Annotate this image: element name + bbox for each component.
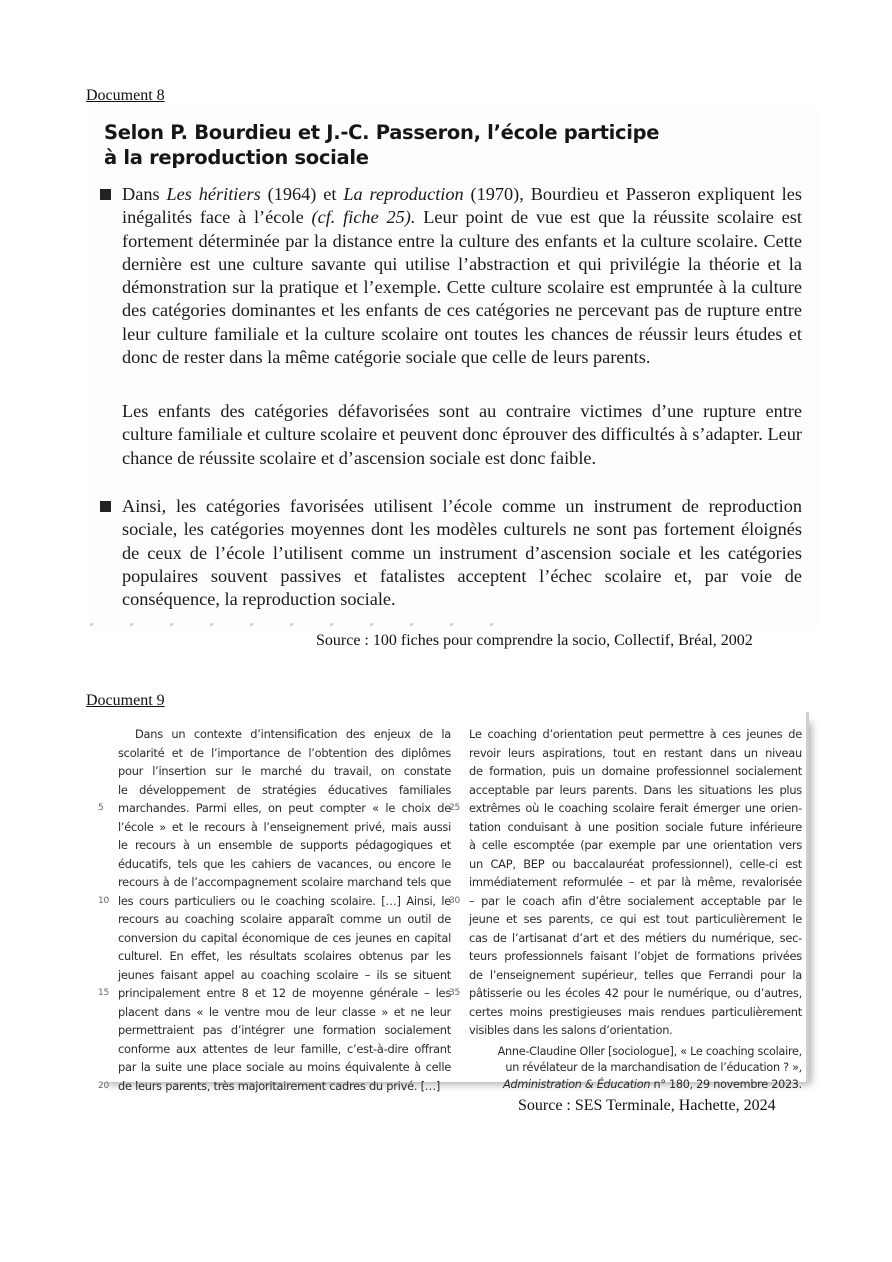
- line-text: pour l’insertion sur le marché du travail, on constate: [118, 764, 451, 778]
- line-text: éducatifs, tels que les cahiers de vacances, ou encore le: [118, 856, 451, 871]
- cross-reference: (cf. fiche 25).: [311, 207, 416, 228]
- text-line: [469, 873, 802, 892]
- citation-line-2: un révélateur de la marchandisation de l’éducation ? »,: [505, 1061, 802, 1074]
- line-number: 5: [98, 803, 104, 813]
- square-bullet-icon: [100, 501, 111, 512]
- document-8-excerpt: [90, 108, 820, 628]
- line-text: marchandes. Parmi elles, on peut compter « le choix de: [118, 801, 451, 815]
- text-line: [118, 910, 451, 929]
- line-number: 20: [98, 1080, 109, 1091]
- document-9-label: Document 9: [86, 692, 165, 709]
- line-text: recours à de l’accompagnement scolaire marchand tels que: [118, 875, 451, 889]
- paragraph-1: [122, 183, 802, 369]
- text-line: [118, 818, 451, 837]
- book-title-les-heritiers: Les héritiers: [166, 184, 261, 204]
- document-8-source: Source : 100 fiches pour comprendre la socio, Collectif, Bréal, 2002: [316, 632, 753, 649]
- text-line: [469, 1003, 802, 1022]
- text: Leur point de vue est que la réussite scolaire est fortement déterminée par la distance entre la culture des enfants et la culture scolaire. Cette dernière est une culture savante qui utilise l’abstraction et qui privilégie la théorie et la démonstration sur la pratique et l’exemple. Cette culture scolaire est empruntée à la culture des catégories dominantes et les enfants de ces catégories ne percevant pas de rupture entre leur culture familiale et la culture scolaire ont toutes les chances de réussir leurs études et donc de rester dans la même catégorie sociale que celle de leurs parents.: [122, 207, 802, 368]
- text-line: [449, 984, 802, 1003]
- line-text: par la suite une place sociale au moins équivalente à celle: [118, 1060, 451, 1074]
- paragraph-3: [122, 495, 802, 611]
- line-text: le recours à un ensemble de supports pédagogiques et: [118, 838, 451, 852]
- title-line-2: à la reproduction sociale: [104, 146, 369, 169]
- line-text: de l’enseignement supérieur, telles que Ferrandi pour la: [469, 967, 802, 982]
- book-title-la-reproduction: La reproduction: [343, 184, 464, 204]
- line-text: conforme aux attentes de leur famille, c’est-à-dire offrant: [118, 1041, 451, 1056]
- text-line: [469, 966, 802, 985]
- text-line: [469, 781, 802, 800]
- text-line: [118, 836, 451, 855]
- line-number: 10: [98, 895, 109, 906]
- text: Ainsi, les catégories favorisées utilisent l’école comme un instrument de reproduction sociale, les catégories moyennes dont les modèles culturels ne sont pas fortement éloignés de ceux de l’école l’utilisent comme un instrument d’ascension sociale et les catégories populaires souvent passives et fatalistes acceptent l’échec scolaire et, par voie de conséquence, la reproduction sociale.: [122, 496, 802, 610]
- text-line: [118, 1021, 451, 1040]
- text-line: [118, 873, 451, 892]
- text-line: [469, 910, 802, 929]
- left-column: [98, 725, 451, 1095]
- line-number: 30: [449, 895, 460, 906]
- text-line: [469, 947, 802, 966]
- scan-artifact: [90, 623, 510, 626]
- line-number: 35: [449, 988, 460, 998]
- text-line: [469, 744, 802, 763]
- text-line: [118, 966, 451, 985]
- line-text: scolarité et de l’importance de l’obtention des diplômes: [118, 745, 451, 760]
- line-number: 15: [98, 988, 109, 998]
- text-line: [469, 836, 802, 855]
- journal-title: Administration & Éducation: [503, 1077, 651, 1091]
- text-line: [118, 1040, 451, 1059]
- line-text: Dans un contexte d’intensification des enjeux de la: [135, 727, 451, 741]
- text-line: [469, 762, 802, 781]
- citation-details: n° 180, 29 novembre 2023.: [650, 1077, 802, 1091]
- line-text: jeunes faisant appel au coaching scolaire – ils se situent: [118, 967, 451, 982]
- text-line: [98, 799, 451, 818]
- document-8-label: Document 8: [86, 87, 165, 104]
- text-line: [469, 855, 802, 874]
- line-text: tation conduisant à une position sociale future inférieure: [469, 819, 802, 834]
- line-text: extrêmes où le coaching scolaire ferait émerger une orien-: [469, 801, 802, 815]
- text-line: [118, 744, 451, 763]
- line-text: principalement entre 8 et 12 de moyenne générale – les: [118, 986, 451, 1000]
- paragraph-2: Les enfants des catégories défavorisées sont au contraire victimes d’une rupture entre culture familiale et culture scolaire et peuvent donc éprouver des difficultés à s’adapter. Leur chance de réussite scolaire et d’ascension sociale est donc faible.: [122, 401, 802, 468]
- line-text: l’école » et le recours à l’enseignement privé, mais aussi: [118, 819, 451, 834]
- line-text: le développement de stratégies éducatives familiales: [118, 782, 451, 797]
- line-text: culturel. En effet, les résultats scolaires obtenus par les: [118, 949, 451, 963]
- document-8-title: [104, 120, 744, 170]
- line-text: certes moins prestigieuses mais rendues particulièrement: [469, 1004, 802, 1019]
- line-text: permettraient pas d’intégrer une formation socialement: [118, 1023, 451, 1037]
- square-bullet-icon: [100, 189, 111, 200]
- text-line: [469, 818, 802, 837]
- line-text: de formation, puis un domaine professionnel socialement: [469, 764, 802, 778]
- text-line: [98, 984, 451, 1003]
- line-text: acceptable par leurs parents. Dans les situations les plus: [469, 782, 802, 797]
- document-9-source: Source : SES Terminale, Hachette, 2024: [518, 1097, 776, 1114]
- citation: [469, 1044, 802, 1094]
- line-text: immédiatement reformulée – et par là même, revalorisée: [469, 875, 802, 889]
- text-line: [449, 892, 802, 911]
- text-line: [449, 799, 802, 818]
- line-text: un CAP, BEP ou baccalauréat professionnel), celle-ci est: [469, 856, 802, 871]
- text-line: [118, 781, 451, 800]
- text: Dans: [122, 184, 167, 204]
- text-line: [98, 1077, 451, 1096]
- text-line: [469, 929, 802, 948]
- document-9-excerpt: [96, 712, 809, 1093]
- line-text: pâtisserie ou les écoles 42 pour le numérique, ou d’autres,: [469, 986, 802, 1000]
- text-line: [469, 1021, 802, 1040]
- citation-line-3: [469, 1077, 802, 1094]
- line-text: de leurs parents, très majoritairement cadres du privé. […]: [118, 1078, 441, 1093]
- line-text: conversion du capital économique de ces jeunes en capital: [118, 930, 451, 945]
- text-line: [118, 947, 451, 966]
- text-line: [118, 725, 451, 744]
- line-text: Le coaching d’orientation peut permettre à ces jeunes de: [469, 727, 802, 741]
- line-text: les cours particuliers ou le coaching scolaire. […] Ainsi, le: [118, 893, 451, 908]
- text-line: [118, 762, 451, 781]
- line-text: revoir leurs aspirations, tout en restant dans un niveau: [469, 745, 802, 760]
- line-text: jeune et ses parents, ce qui est tout particulièrement le: [469, 912, 802, 926]
- citation-line-1: Anne-Claudine Oller [sociologue], « Le coaching scolaire,: [497, 1044, 802, 1058]
- text-line: [469, 725, 802, 744]
- line-number: 25: [449, 803, 460, 813]
- text: (1970), Bourdieu et Passeron expliquent les inégalités face à l’école: [122, 184, 802, 228]
- text-line: [118, 929, 451, 948]
- line-text: – par le coach afin d’être socialement acceptable par le: [469, 893, 802, 908]
- line-text: visibles dans les salons d’orientation.: [469, 1023, 673, 1037]
- text-line: [118, 1058, 451, 1077]
- right-column: [449, 725, 802, 1093]
- line-text: placent dans « le ventre mou de leur classe » et ne leur: [118, 1004, 451, 1019]
- line-text: cas de l’artisanat d’art et des métiers du numérique, sec-: [469, 930, 802, 945]
- text-line: [98, 892, 451, 911]
- title-line-1: Selon P. Bourdieu et J.-C. Passeron, l’école participe: [104, 121, 660, 144]
- text: (1964) et: [260, 184, 344, 204]
- text-line: [118, 1003, 451, 1022]
- right-column-lines: [449, 725, 802, 1040]
- text-line: [118, 855, 451, 874]
- line-text: à celle escomptée (par exemple par une orientation vers: [469, 838, 802, 852]
- line-text: teurs professionnels faisant l’objet de formations privées: [469, 949, 802, 963]
- line-text: recours au coaching scolaire apparaît comme un outil de: [118, 912, 451, 926]
